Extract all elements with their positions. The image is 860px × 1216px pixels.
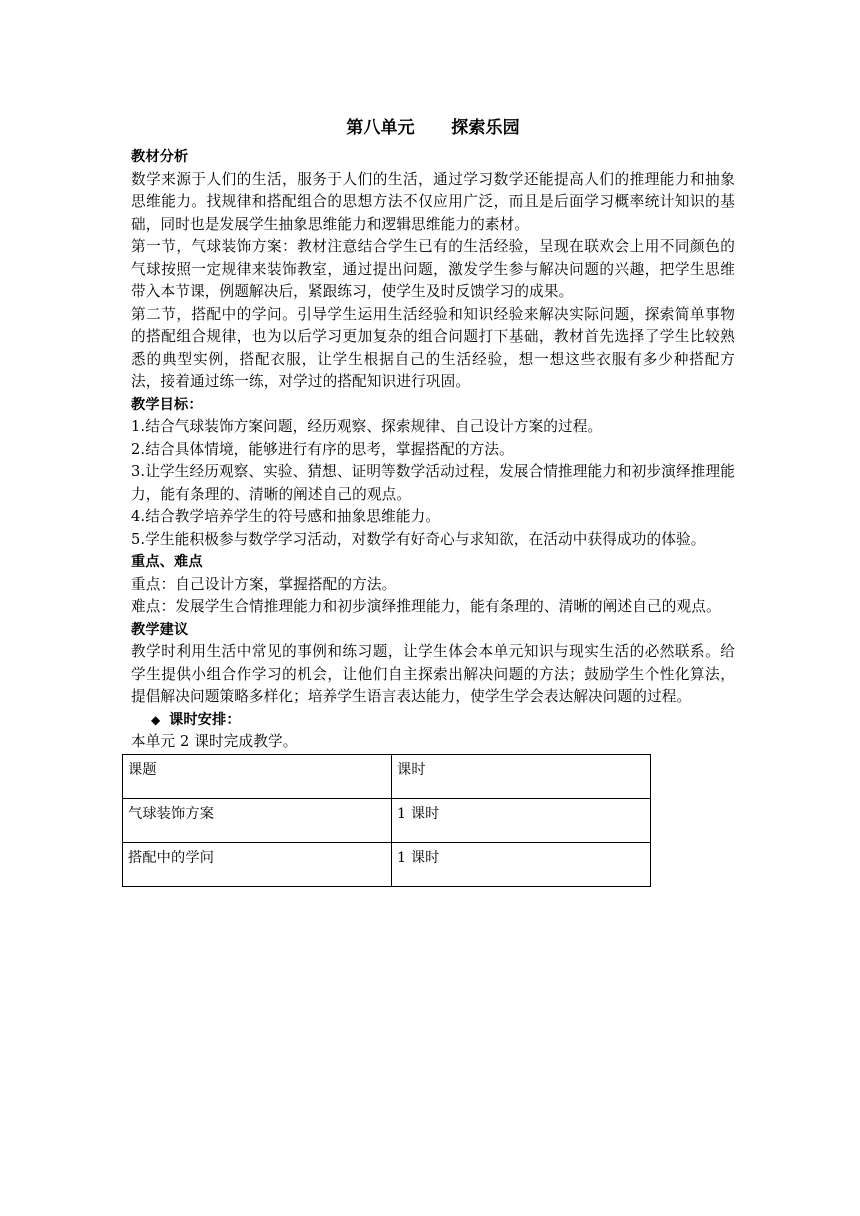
goal-item: 4.结合教学培养学生的符号感和抽象思维能力。 [131, 508, 441, 525]
table-row [123, 798, 651, 842]
analysis-paragraph: 第一节，气球装饰方案：教材注意结合学生已有的生活经验，呈现在联欢会上用不同颜色的气球按照一定规律来装饰教室，通过提出问题，激发学生参与解决问题的兴趣，把学生思维带入本节课，例题解决后，紧跟练习，使学生及时反馈学习的成果。 [131, 238, 735, 300]
table-row [123, 842, 651, 886]
section-teaching-goals [131, 394, 735, 552]
section-heading: 重点、难点 [131, 554, 203, 570]
section-key-points [131, 551, 735, 619]
table-header-row [123, 754, 651, 798]
suggestion-paragraph: 教学时利用生活中常见的事例和练习题，让学生体会本单元知识与现实生活的必然联系。给学生提供小组合作学习的机会，让他们自主探索出解决问题的方法；鼓励学生个性化算法，提倡解决问题策略多样化；培养学生语言表达能力，使学生学会表达解决问题的过程。 [131, 643, 735, 705]
goal-item: 1.结合气球装饰方案问题，经历观察、探索规律、自己设计方案的过程。 [131, 418, 603, 435]
schedule-note: 本单元 2 课时完成教学。 [131, 733, 298, 750]
diamond-bullet-icon: ◆ [151, 712, 161, 727]
document-body [128, 112, 735, 887]
goal-item: 3.让学生经历观察、实验、猜想、证明等数学活动过程，发展合情推理能力和初步演绎推理能力，能有条理的、清晰的阐述自己的观点。 [131, 463, 735, 503]
section-heading: 教学目标： [131, 396, 203, 413]
page-title: 第八单元 探索乐园 [346, 118, 520, 138]
section-textbook-analysis [131, 146, 735, 394]
section-schedule [128, 709, 735, 887]
analysis-paragraph: 第二节，搭配中的学问。引导学生运用生活经验和知识经验来解决实际问题，探索简单事物的搭配组合规律，也为以后学习更加复杂的组合问题打下基础，教材首先选择了学生比较熟悉的典型实例，搭配衣服，让学生根据自己的生活经验，想一想这些衣服有多少种搭配方法，接着通过练一练，对学过的搭配知识进行巩固。 [131, 305, 735, 390]
schedule-heading: 课时安排： [169, 711, 241, 728]
section-teaching-suggestions [131, 619, 735, 709]
section-heading: 教学建议 [131, 621, 189, 638]
schedule-table [122, 754, 651, 887]
table-cell: 气球装饰方案 [123, 798, 392, 842]
table-header-cell: 课题 [123, 754, 392, 798]
goal-item: 2.结合具体情境，能够进行有序的思考，掌握搭配的方法。 [131, 440, 514, 458]
table-cell: 1 课时 [392, 798, 651, 842]
table-cell: 1 课时 [392, 842, 651, 886]
analysis-paragraph: 数学来源于人们的生活，服务于人们的生活，通过学习数学还能提高人们的推理能力和抽象思维能力。找规律和搭配组合的思想方法不仅应用广泛，而且是后面学习概率统计知识的基础，同时也是发展学生抽象思维能力和逻辑思维能力的素材。 [131, 170, 735, 233]
section-heading: 教材分析 [131, 149, 189, 165]
key-point: 重点：自己设计方案，掌握搭配的方法。 [131, 575, 397, 593]
table-cell: 搭配中的学问 [123, 842, 392, 886]
table-header-cell: 课时 [392, 754, 651, 798]
difficulty-point: 难点：发展学生合情推理能力和初步演绎推理能力，能有条理的、清晰的阐述自己的观点。 [131, 598, 721, 615]
goal-item: 5.学生能积极参与数学学习活动，对数学有好奇心与求知欲，在活动中获得成功的体验。 [131, 530, 706, 548]
schedule-heading-line [131, 709, 735, 732]
